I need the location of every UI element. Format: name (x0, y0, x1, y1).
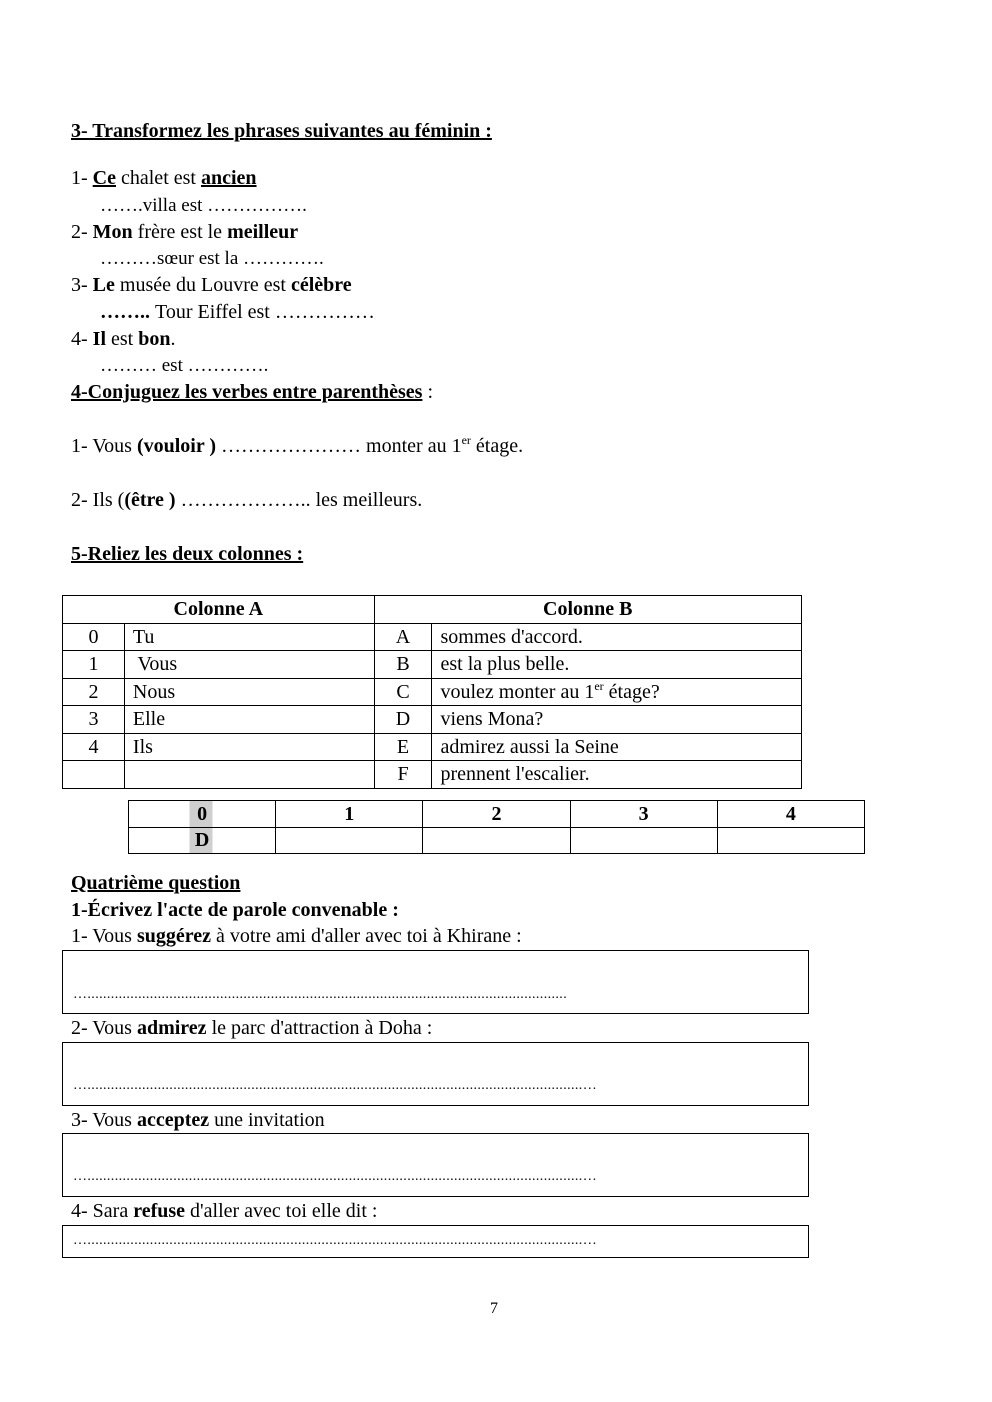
column-a-header: Colonne A (63, 596, 375, 624)
row-letter: A (374, 623, 432, 651)
answer-value-row (129, 827, 865, 854)
answer-line-2: ………sœur est la …………. (100, 248, 324, 269)
row-number: 2 (63, 678, 125, 706)
table-row (63, 733, 802, 761)
answer-box-2[interactable] (62, 1042, 809, 1106)
answer-header-cell: 2 (423, 801, 570, 828)
row-number: 0 (63, 623, 125, 651)
table-header-row (63, 596, 802, 624)
column-b-cell: admirez aussi la Seine (432, 733, 802, 761)
column-a-cell: Vous (124, 651, 374, 679)
quatrieme-subtitle: 1-Écrivez l'acte de parole convenable : (71, 899, 399, 921)
answer-cell[interactable] (423, 827, 570, 854)
answer-grid (128, 800, 865, 854)
answer-header-row (129, 801, 865, 828)
table-row (63, 651, 802, 679)
answer-header-cell: 3 (570, 801, 717, 828)
answer-header-cell: 4 (717, 801, 864, 828)
answer-cell[interactable] (717, 827, 864, 854)
table-row (63, 706, 802, 734)
answer-box-1[interactable] (62, 950, 809, 1014)
quatrieme-title: Quatrième question (71, 872, 241, 894)
column-b-cell: sommes d'accord. (432, 623, 802, 651)
answer-dots: …...............................................................................................................................… (73, 1233, 598, 1248)
conjugation-2: 2- Ils ((être ) ……………….. les meilleurs. (71, 489, 423, 511)
answer-line-3: …….. Tour Eiffel est …………… (100, 301, 375, 323)
row-number: 1 (63, 651, 125, 679)
answer-line-1: …….villa est ……………. (100, 195, 307, 216)
column-b-cell: est la plus belle. (432, 651, 802, 679)
sentence-4: 4- Il est bon. (71, 328, 176, 350)
column-b-header: Colonne B (374, 596, 801, 624)
row-number (63, 761, 125, 789)
sentence-1: 1- Ce chalet est ancien (71, 167, 257, 189)
speech-act-prompt-3: 3- Vous acceptez une invitation (71, 1109, 325, 1131)
answer-cell[interactable] (570, 827, 717, 854)
answer-dots: …...............................................................................................................................… (73, 1169, 598, 1184)
answer-cell: D (129, 827, 276, 854)
answer-header-cell: 0 (129, 801, 276, 828)
section4-title: 4-Conjuguez les verbes entre parenthèses : (71, 381, 433, 403)
answer-box-4[interactable] (62, 1225, 809, 1258)
answer-cell[interactable] (276, 827, 423, 854)
column-a-cell: Nous (124, 678, 374, 706)
column-a-cell (124, 761, 374, 789)
row-number: 3 (63, 706, 125, 734)
speech-act-prompt-2: 2- Vous admirez le parc d'attraction à Doha : (71, 1017, 433, 1039)
speech-act-prompt-4: 4- Sara refuse d'aller avec toi elle dit : (71, 1200, 378, 1222)
row-letter: C (374, 678, 432, 706)
column-a-cell: Tu (124, 623, 374, 651)
sentence-3: 3- Le musée du Louvre est célèbre (71, 274, 352, 296)
row-letter: D (374, 706, 432, 734)
matching-table (62, 595, 802, 789)
answer-dots: …...............................................................................................................................… (73, 1078, 598, 1093)
column-a-cell: Elle (124, 706, 374, 734)
row-number: 4 (63, 733, 125, 761)
section5-title: 5-Reliez les deux colonnes : (71, 543, 304, 565)
sentence-2: 2- Mon frère est le meilleur (71, 221, 299, 243)
row-letter: F (374, 761, 432, 789)
answer-dots: …........................................................................................................................... (73, 987, 568, 1002)
answer-header-cell: 1 (276, 801, 423, 828)
conjugation-1: 1- Vous (vouloir ) ………………… monter au 1er étage. (71, 433, 524, 457)
column-b-cell: voulez monter au 1er étage? (432, 678, 802, 706)
answer-line-4: ……… est …………. (100, 355, 269, 376)
section3-title: 3- Transformez les phrases suivantes au féminin : (71, 120, 492, 142)
page-number: 7 (490, 1300, 498, 1317)
table-row (63, 678, 802, 706)
column-b-cell: prennent l'escalier. (432, 761, 802, 789)
column-b-cell: viens Mona? (432, 706, 802, 734)
table-row (63, 761, 802, 789)
speech-act-prompt-1: 1- Vous suggérez à votre ami d'aller avec toi à Khirane : (71, 925, 522, 947)
row-letter: E (374, 733, 432, 761)
table-row (63, 623, 802, 651)
column-a-cell: Ils (124, 733, 374, 761)
row-letter: B (374, 651, 432, 679)
answer-box-3[interactable] (62, 1133, 809, 1197)
